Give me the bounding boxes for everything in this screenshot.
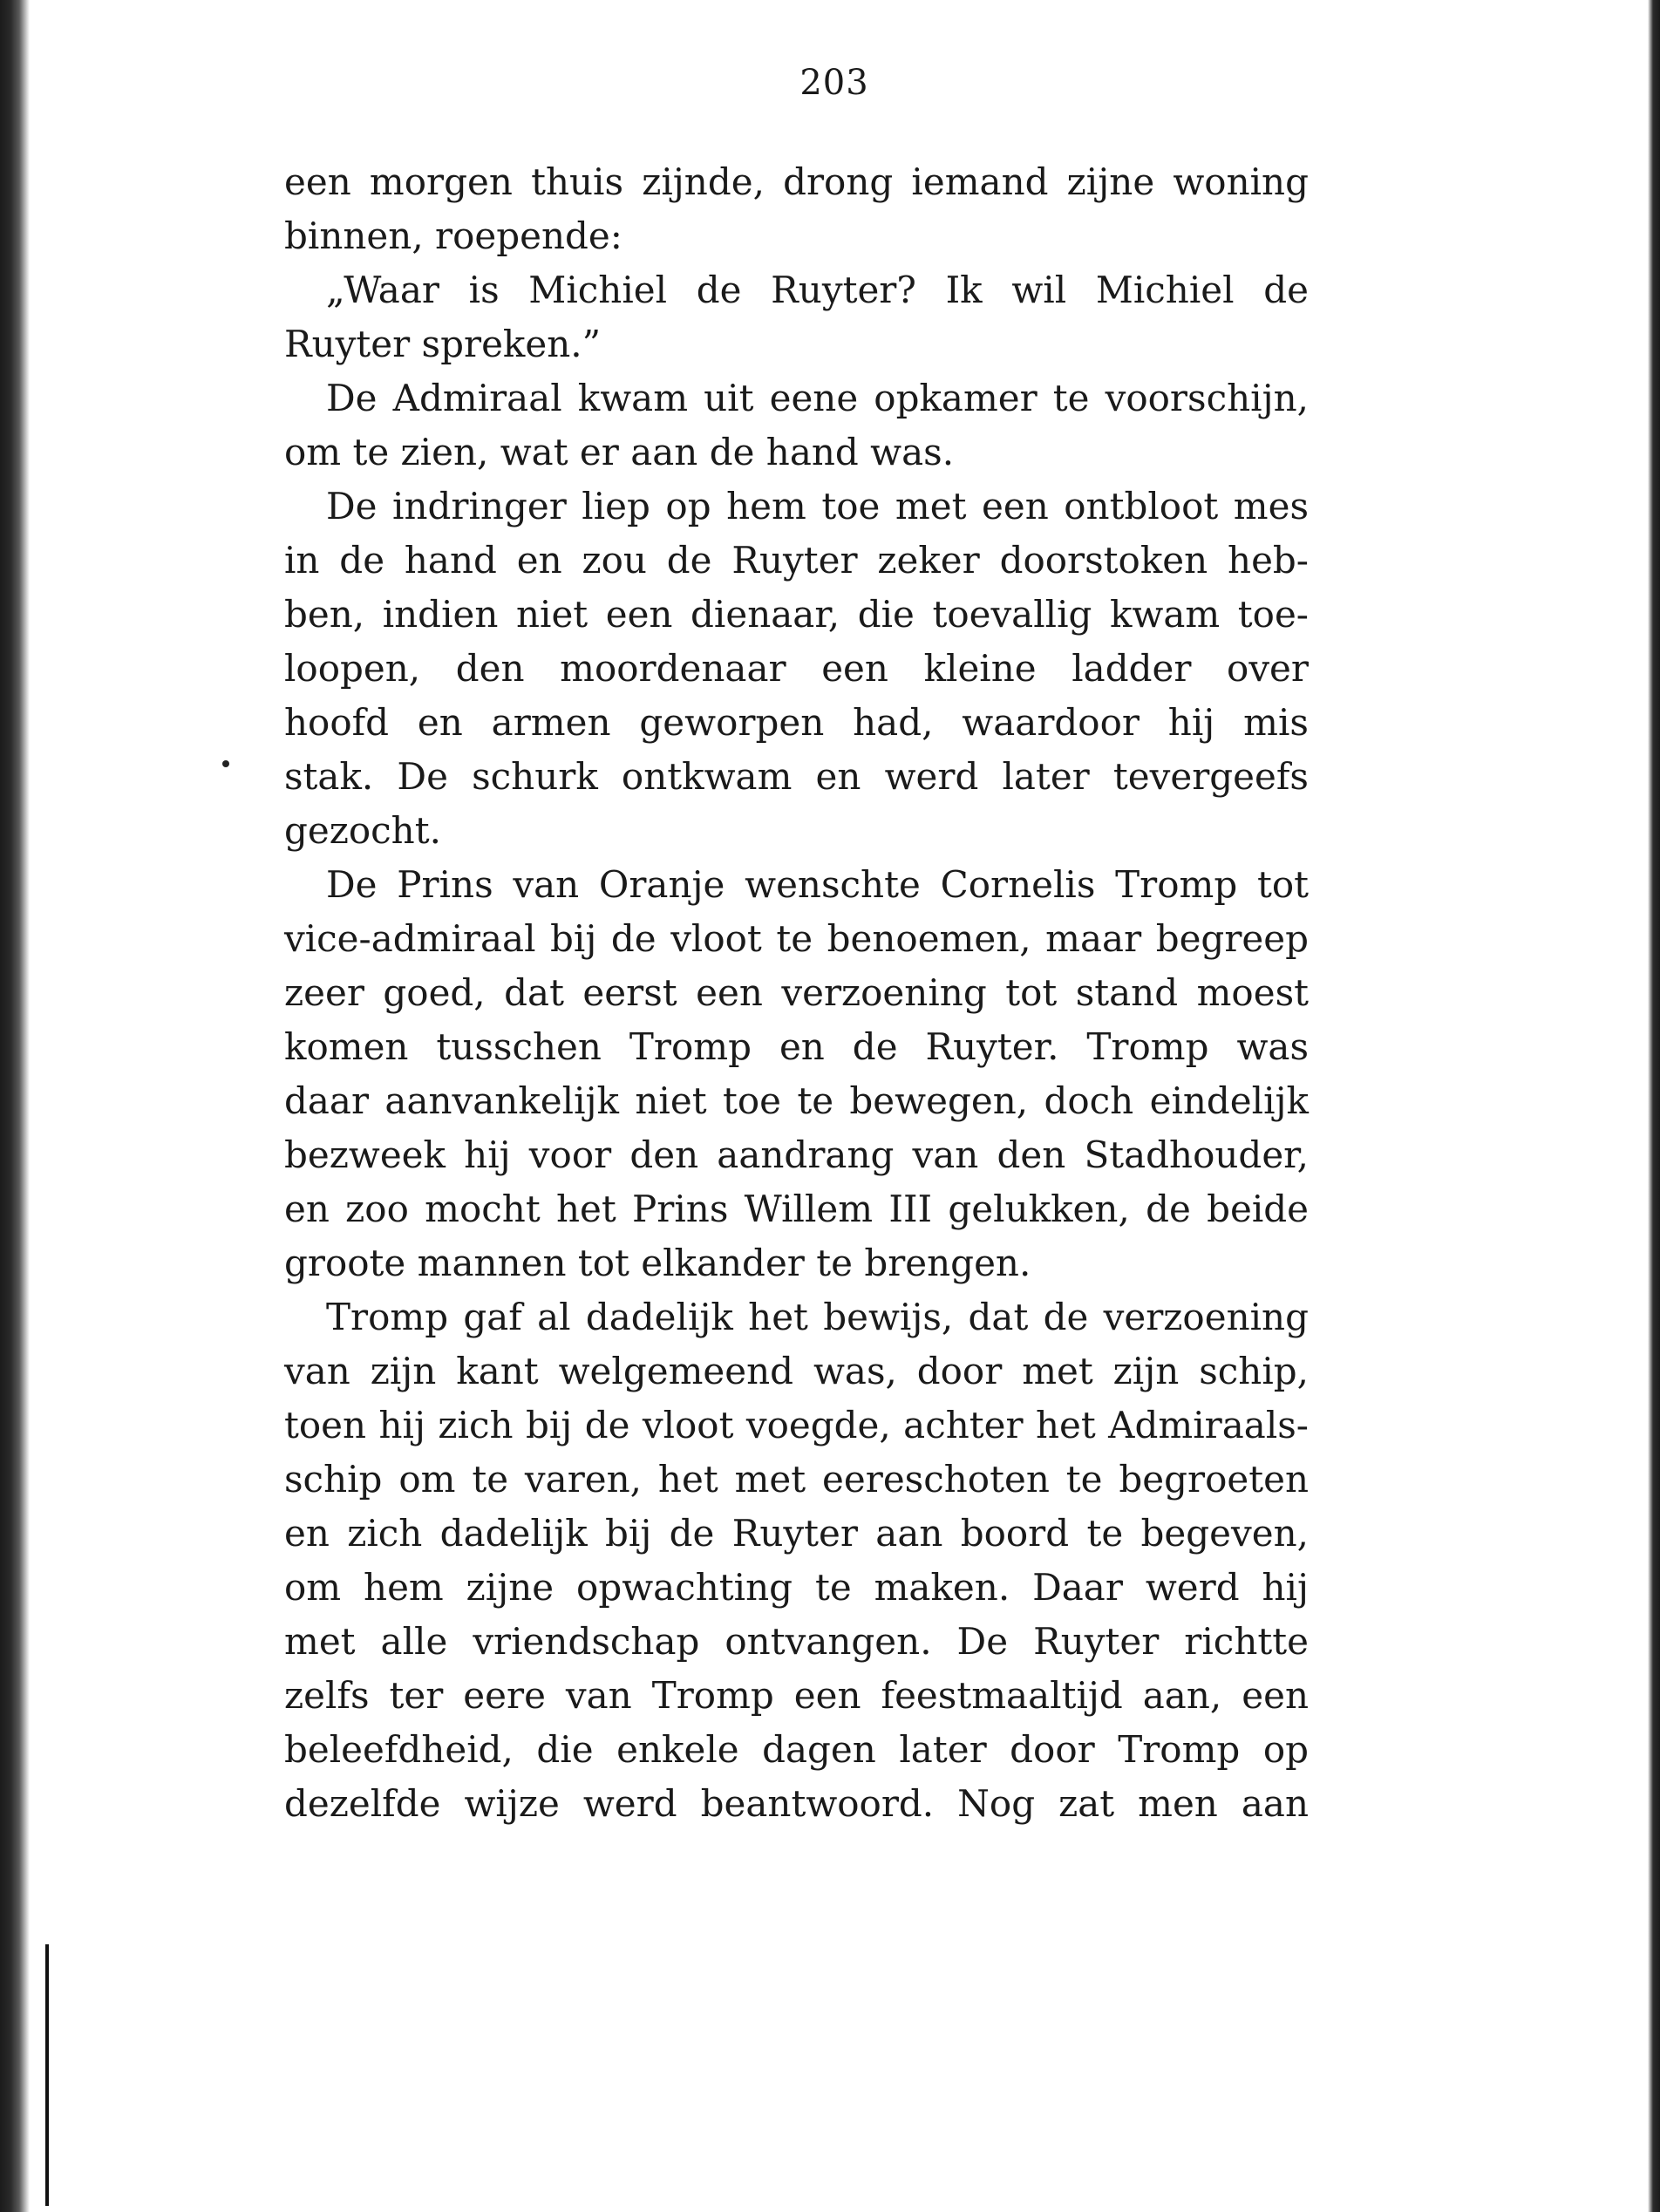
text-line: zelfs ter eere van Tromp een feestmaaltijd aan, een	[284, 1674, 1309, 1717]
text-line: vice-admiraal bij de vloot te benoemen, maar begreep	[284, 917, 1309, 960]
text-line: Tromp gaf al dadelijk het bewijs, dat de verzoening	[326, 1296, 1309, 1338]
text-line: om hem zijne opwachting te maken. Daar werd hij	[284, 1566, 1309, 1609]
text-line: dezelfde wijze werd beantwoord. Nog zat men aan	[284, 1782, 1309, 1825]
text-line: om te zien, wat er aan de hand was.	[284, 431, 955, 473]
text-line: ben, indien niet een dienaar, die toevallig kwam toe-	[284, 593, 1309, 636]
text-line: gezocht.	[284, 809, 441, 852]
text-line: in de hand en zou de Ruyter zeker doorstoken heb-	[284, 539, 1309, 582]
text-line: een morgen thuis zijnde, drong iemand zijne woning	[284, 160, 1309, 203]
text-line: stak. De schurk ontkwam en werd later tevergeefs	[284, 755, 1309, 798]
text-line: schip om te varen, het met eereschoten te begroeten	[284, 1458, 1309, 1501]
text-line: daar aanvankelijk niet toe te bewegen, doch eindelijk	[284, 1079, 1309, 1122]
body-text	[284, 155, 1309, 1831]
text-line: beleefdheid, die enkele dagen later door Tromp op	[284, 1728, 1309, 1771]
text-line: en zoo mocht het Prins Willem III gelukken, de beide	[284, 1188, 1309, 1230]
text-line: Ruyter spreken.”	[284, 323, 602, 365]
text-line: hoofd en armen geworpen had, waardoor hij mis	[284, 701, 1309, 744]
text-line: De Admiraal kwam uit eene opkamer te voorschijn,	[326, 377, 1309, 419]
scan-mark-left	[45, 1944, 49, 2206]
text-line: binnen, roepende:	[284, 214, 622, 257]
text-line: komen tusschen Tromp en de Ruyter. Tromp was	[284, 1025, 1309, 1068]
text-line: toen hij zich bij de vloot voegde, achter het Admiraals-	[284, 1404, 1309, 1446]
page-number: 203	[799, 63, 869, 103]
text-line: en zich dadelijk bij de Ruyter aan boord te begeven,	[284, 1512, 1309, 1555]
text-line: van zijn kant welgemeend was, door met zijn schip,	[284, 1350, 1309, 1392]
scan-edge-left	[0, 0, 30, 2212]
text-line: bezweek hij voor den aandrang van den Stadhouder,	[284, 1133, 1309, 1176]
text-line: zeer goed, dat eerst een verzoening tot stand moest	[284, 971, 1309, 1014]
text-line: De Prins van Oranje wenschte Cornelis Tromp tot	[326, 863, 1309, 906]
text-line: „Waar is Michiel de Ruyter? Ik wil Michiel de	[326, 269, 1309, 311]
scan-edge-right	[1648, 0, 1660, 2212]
text-line: met alle vriendschap ontvangen. De Ruyter richtte	[284, 1620, 1309, 1663]
text-line: loopen, den moordenaar een kleine ladder over	[284, 647, 1309, 690]
text-line: De indringer liep op hem toe met een ontbloot mes	[326, 485, 1309, 527]
text-line: groote mannen tot elkander te brengen.	[284, 1242, 1031, 1284]
margin-mark	[222, 760, 229, 767]
